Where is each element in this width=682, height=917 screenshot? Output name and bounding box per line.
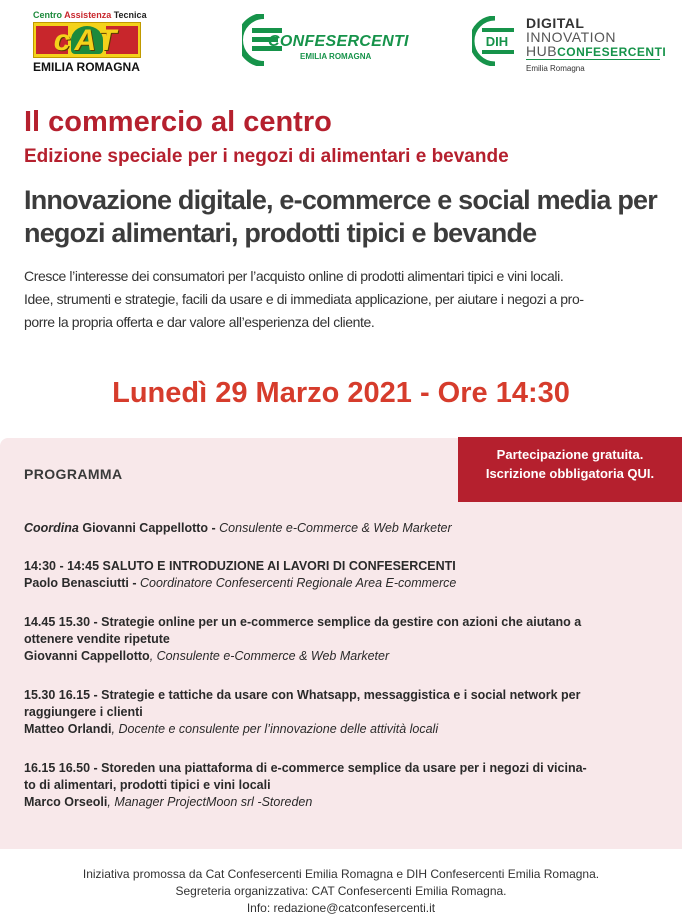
program-item-speaker-desc: , Docente e consulente per l’innovazione delle attività locali: [111, 722, 439, 736]
registration-link[interactable]: Iscrizione obbligatoria QUI.: [485, 466, 655, 481]
footer-line: Segreteria organizzativa: CAT Confesercenti Emilia Romagna.: [175, 884, 507, 898]
footer-contact-link[interactable]: Info: redazione@catconfesercenti.it: [246, 901, 436, 915]
dih-hub-text: HUB: [526, 43, 558, 59]
program-item-title: ottenere vendite ripetute: [24, 632, 170, 646]
intro-line: Cresce l’interesse dei consumatori per l’acquisto online di prodotti alimentari tipici e vini locali.: [24, 268, 564, 284]
coordinator-name: Giovanni Cappellotto -: [82, 521, 220, 535]
program-item: [24, 760, 664, 811]
program-item-title: to di alimentari, prodotti tipici e vini locali: [24, 778, 271, 792]
program-item-title: raggiungere i clienti: [24, 705, 143, 719]
dih-line-hub: [526, 44, 666, 59]
dih-region: Emilia Romagna: [526, 64, 585, 73]
program-item-speaker-desc: , Consulente e-Commerce & Web Marketer: [149, 649, 390, 663]
dih-logo: [472, 14, 667, 76]
dih-line-innovation: INNOVATION: [526, 29, 617, 45]
event-date: Lunedì 29 Marzo 2021 - Ore 14:30: [112, 377, 570, 409]
program-item-title: 16.15 16.50 - Storeden una piattaforma di e-commerce semplice da usare per i negozi di vicina-: [24, 761, 587, 775]
program-item-speaker: Giovanni Cappellotto: [24, 649, 150, 663]
program-item: [24, 687, 664, 738]
page-subtitle: Edizione speciale per i negozi di alimentari e bevande: [24, 146, 509, 167]
program-item-speaker-desc: , Manager ProjectMoon srl -Storeden: [107, 795, 313, 809]
dih-conf-text: CONFESERCENTI: [557, 45, 667, 59]
program-item-title: 15.30 16.15 - Strategie e tattiche da usare con Whatsapp, messaggistica e i social network per: [24, 688, 581, 702]
program-item: [24, 558, 664, 592]
program-item-speaker: Matteo Orlandi: [24, 722, 112, 736]
cat-tagline-word: Centro: [33, 10, 62, 20]
confesercenti-logo: [242, 14, 409, 70]
program-coordinator: [24, 520, 664, 537]
page-title: Il commercio al centro: [24, 106, 332, 138]
dih-mark-text: DIH: [485, 34, 509, 49]
cat-logo-mark: [33, 22, 141, 58]
headline: Innovazione digitale, e-commerce e social media per negozi alimentari, prodotti tipici e bevande: [24, 185, 657, 248]
intro-line: porre la propria offerta e dar valore all’esperienza del cliente.: [24, 314, 375, 330]
program-item-title: 14.45 15.30 - Strategie online per un e-commerce semplice da gestire con azioni che aiutano a: [24, 615, 582, 629]
cat-tagline-word: Tecnica: [113, 10, 147, 20]
registration-button[interactable]: [458, 437, 682, 502]
footer: [0, 866, 682, 917]
program-item-title: 14:30 - 14:45 SALUTO E INTRODUZIONE AI LAVORI DI CONFESERCENTI: [24, 559, 456, 573]
confesercenti-name: CONFESERCENTI: [268, 33, 409, 50]
confesercenti-region: EMILIA ROMAGNA: [300, 52, 372, 61]
coordinator-desc: Consulente e-Commerce & Web Marketer: [219, 521, 452, 535]
dih-mark-icon: [472, 16, 518, 66]
intro-text: [24, 265, 664, 334]
program-item-speaker: Paolo Benasciutti -: [24, 576, 140, 590]
coordinator-role: Coordina: [24, 521, 83, 535]
cat-logo: [33, 10, 147, 76]
program-item-speaker: Marco Orseoli: [24, 795, 108, 809]
cat-logo-tagline: [33, 10, 147, 20]
footer-line: Iniziativa promossa da Cat Confesercenti Emilia Romagna e DIH Confesercenti Emilia Romagna.: [82, 867, 600, 881]
cat-logo-letters: cAT: [53, 24, 121, 57]
program-heading: PROGRAMMA: [24, 466, 123, 482]
intro-line: Idee, strumenti e strategie, facili da usare e di immediata applicazione, per aiutare i negozi a pro-: [24, 291, 584, 307]
program-item: [24, 614, 664, 665]
registration-line: Partecipazione gratuita.: [496, 447, 644, 462]
program-item-speaker-desc: Coordinatore Confesercenti Regionale Area E-commerce: [140, 576, 457, 590]
cat-logo-region: EMILIA ROMAGNA: [33, 60, 140, 74]
cat-tagline-word: Assistenza: [64, 10, 112, 20]
dih-line-digital: DIGITAL: [526, 15, 585, 31]
